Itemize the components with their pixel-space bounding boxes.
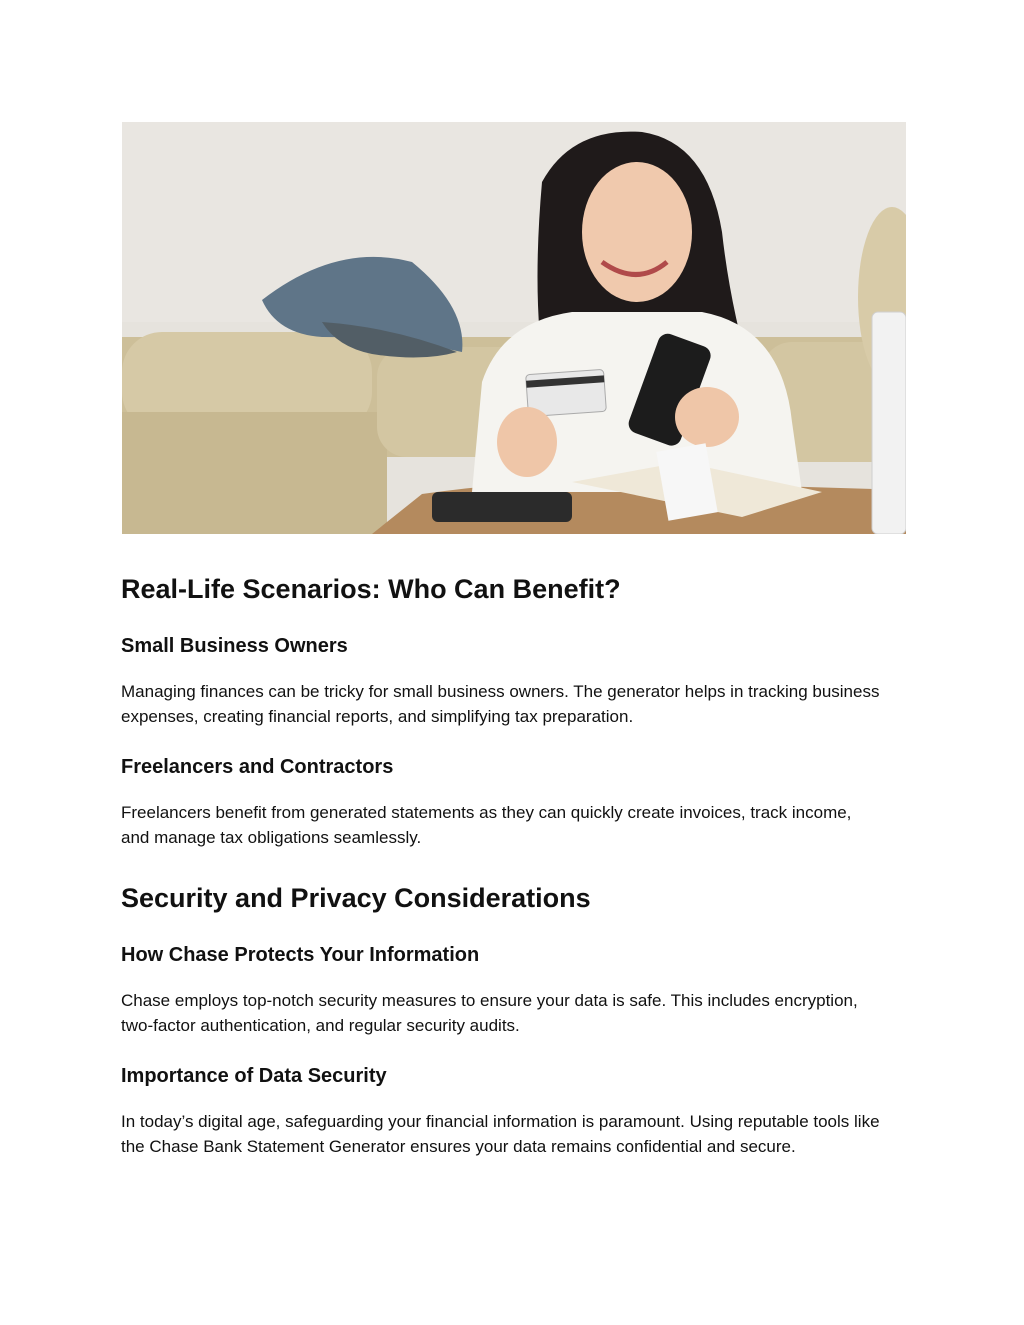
subsection-title-data-security: Importance of Data Security xyxy=(121,1065,387,1087)
paragraph-data-security: In today’s digital age, safeguarding your financial information is paramount. Using reputable tools like the Chase Bank Statement Generator ensures your data remains confidential and secure. xyxy=(121,1112,880,1156)
subsection-title-freelancers: Freelancers and Contractors xyxy=(121,756,394,778)
subsection-title-small-business-owners: Small Business Owners xyxy=(121,635,348,657)
subsection-title-chase-protects: How Chase Protects Your Information xyxy=(121,944,480,966)
paragraph-small-business-owners: Managing finances can be tricky for small business owners. The generator helps in tracking business expenses, creating financial reports, and simplifying tax preparation. xyxy=(121,682,880,726)
paragraph-freelancers: Freelancers benefit from generated statements as they can quickly create invoices, track income, and manage tax obligations seamlessly. xyxy=(121,803,852,847)
section-title-real-life-scenarios: Real-Life Scenarios: Who Can Benefit? xyxy=(121,574,621,604)
section-title-security-privacy: Security and Privacy Considerations xyxy=(121,883,591,913)
hero-photo xyxy=(122,122,906,534)
paragraph-chase-protects: Chase employs top-notch security measures to ensure your data is safe. This includes encryption, two-factor authentication, and regular security audits. xyxy=(121,991,858,1035)
